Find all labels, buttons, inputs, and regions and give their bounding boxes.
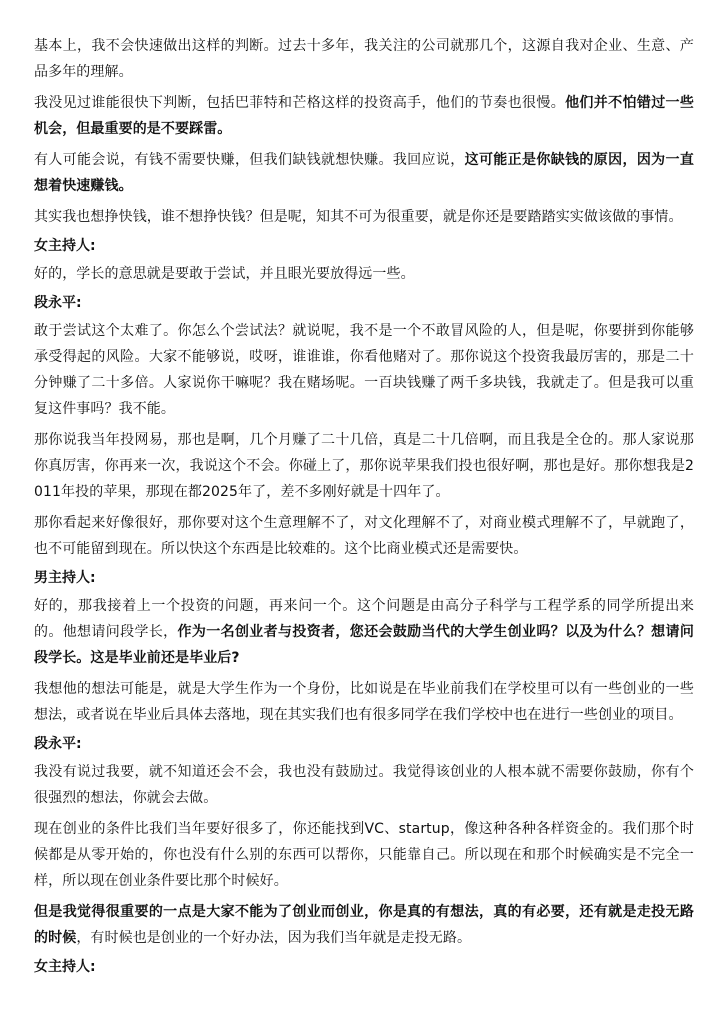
paragraph: [34, 676, 694, 728]
bold-text-segment: 作为一名创业者与投资者，您还会鼓励当代的大学生创业吗？以及为什么？想请问段学长。这是毕业前还是毕业后?: [34, 624, 694, 666]
paragraph: [34, 510, 694, 562]
text-segment: 好的，学长的意思就是要敢于尝试，并且眼光要放得远一些。: [34, 266, 415, 282]
speaker-label: 女主持人:: [34, 959, 96, 975]
text-segment: 现在创业的条件比我们当年要好很多了，你还能找到VC、startup，像这种各种各样资金的。我们那个时候都是从零开始的，你也没有什么别的东西可以帮你，只能靠自己。所以现在和那个时候确实是不完全一样，所以现在创业条件要比那个时候好。: [34, 821, 694, 889]
text-segment: 我没见过谁能很快下判断，包括巴菲特和芒格这样的投资高手，他们的节奏也很慢。: [34, 95, 566, 111]
text-segment: 基本上，我不会快速做出这样的判断。过去十多年，我关注的公司就那几个，这源自我对企业、生意、产品多年的理解。: [34, 38, 694, 80]
paragraph: [34, 204, 694, 230]
text-segment: 我想他的想法可能是，就是大学生作为一个身份，比如说是在毕业前我们在学校里可以有一些创业的一些想法，或者说在毕业后具体去落地，现在其实我们也有很多同学在我们学校中也在进行一些创业的项目。: [34, 681, 694, 723]
bold-text-segment: 但是我觉得很重要的一点是大家不能为了创业而创业，你是真的有想法，真的有必要，还有就是走投无路的时候: [34, 904, 694, 946]
paragraph: [34, 33, 694, 85]
text-segment: 那你说我当年投网易，那也是啊，几个月赚了二十几倍，真是二十几倍啊，而且我是全仓的。那人家说那你真厉害，你再来一次，我说这个不会。你碰上了，那你说苹果我们投也很好啊，那也是好。那你想我是2011年投的苹果，那现在都2025年了，差不多刚好就是十四年了。: [34, 432, 694, 500]
transcript-page: [34, 33, 694, 982]
text-segment: 那你看起来好像很好，那你要对这个生意理解不了，对文化理解不了，对商业模式理解不了，早就跑了，也不可能留到现在。所以快这个东西是比较难的。这个比商业模式还是需要快。: [34, 515, 694, 557]
speaker-label: 男主持人:: [34, 570, 96, 586]
text-segment: 敢于尝试这个太难了。你怎么个尝试法？就说呢，我不是一个不敢冒风险的人，但是呢，你要拼到你能够承受得起的风险。大家不能够说，哎呀，谁谁谁，你看他赌对了。那你说这个投资我最厉害的，那是二十分钟赚了二十多倍。人家说你干嘛呢？我在赌场呢。一百块钱赚了两千多块钱，我就走了。但是我可以重复这件事吗？我不能。: [34, 323, 694, 417]
paragraph: [34, 759, 694, 811]
paragraph: [34, 593, 694, 671]
text-segment: 我没有说过我要，就不知道还会不会，我也没有鼓励过。我觉得该创业的人根本就不需要你鼓励，你有个很强烈的想法，你就会去做。: [34, 764, 694, 806]
text-segment: ，有时候也是创业的一个好办法，因为我们当年就是走投无路。: [76, 930, 472, 946]
speaker-label: 段永平:: [34, 736, 82, 752]
paragraph: [34, 816, 694, 894]
bold-text-segment: 他们并不怕错过一些机会，但最重要的是不要踩雷。: [34, 95, 695, 137]
paragraph: [34, 261, 694, 287]
speaker-label: 段永平:: [34, 295, 82, 311]
text-segment: 有人可能会说，有钱不需要快赚，但我们缺钱就想快赚。我回应说，: [34, 152, 465, 168]
bold-text-segment: 这可能正是你缺钱的原因，因为一直想着快速赚钱。: [34, 152, 694, 194]
paragraph: [34, 318, 694, 422]
text-segment: 其实我也想挣快钱，谁不想挣快钱？但是呢，知其不可为很重要，就是你还是要踏踏实实做该做的事情。: [34, 209, 683, 225]
paragraph: [34, 899, 694, 951]
paragraph: [34, 147, 694, 199]
paragraph: [34, 90, 694, 142]
speaker-label: 女主持人:: [34, 238, 96, 254]
text-segment: 好的，那我接着上一个投资的问题，再来问一个。这个问题是由高分子科学与工程学系的同学所提出来的。他想请问段学长，: [34, 598, 694, 640]
paragraph: [34, 427, 694, 505]
